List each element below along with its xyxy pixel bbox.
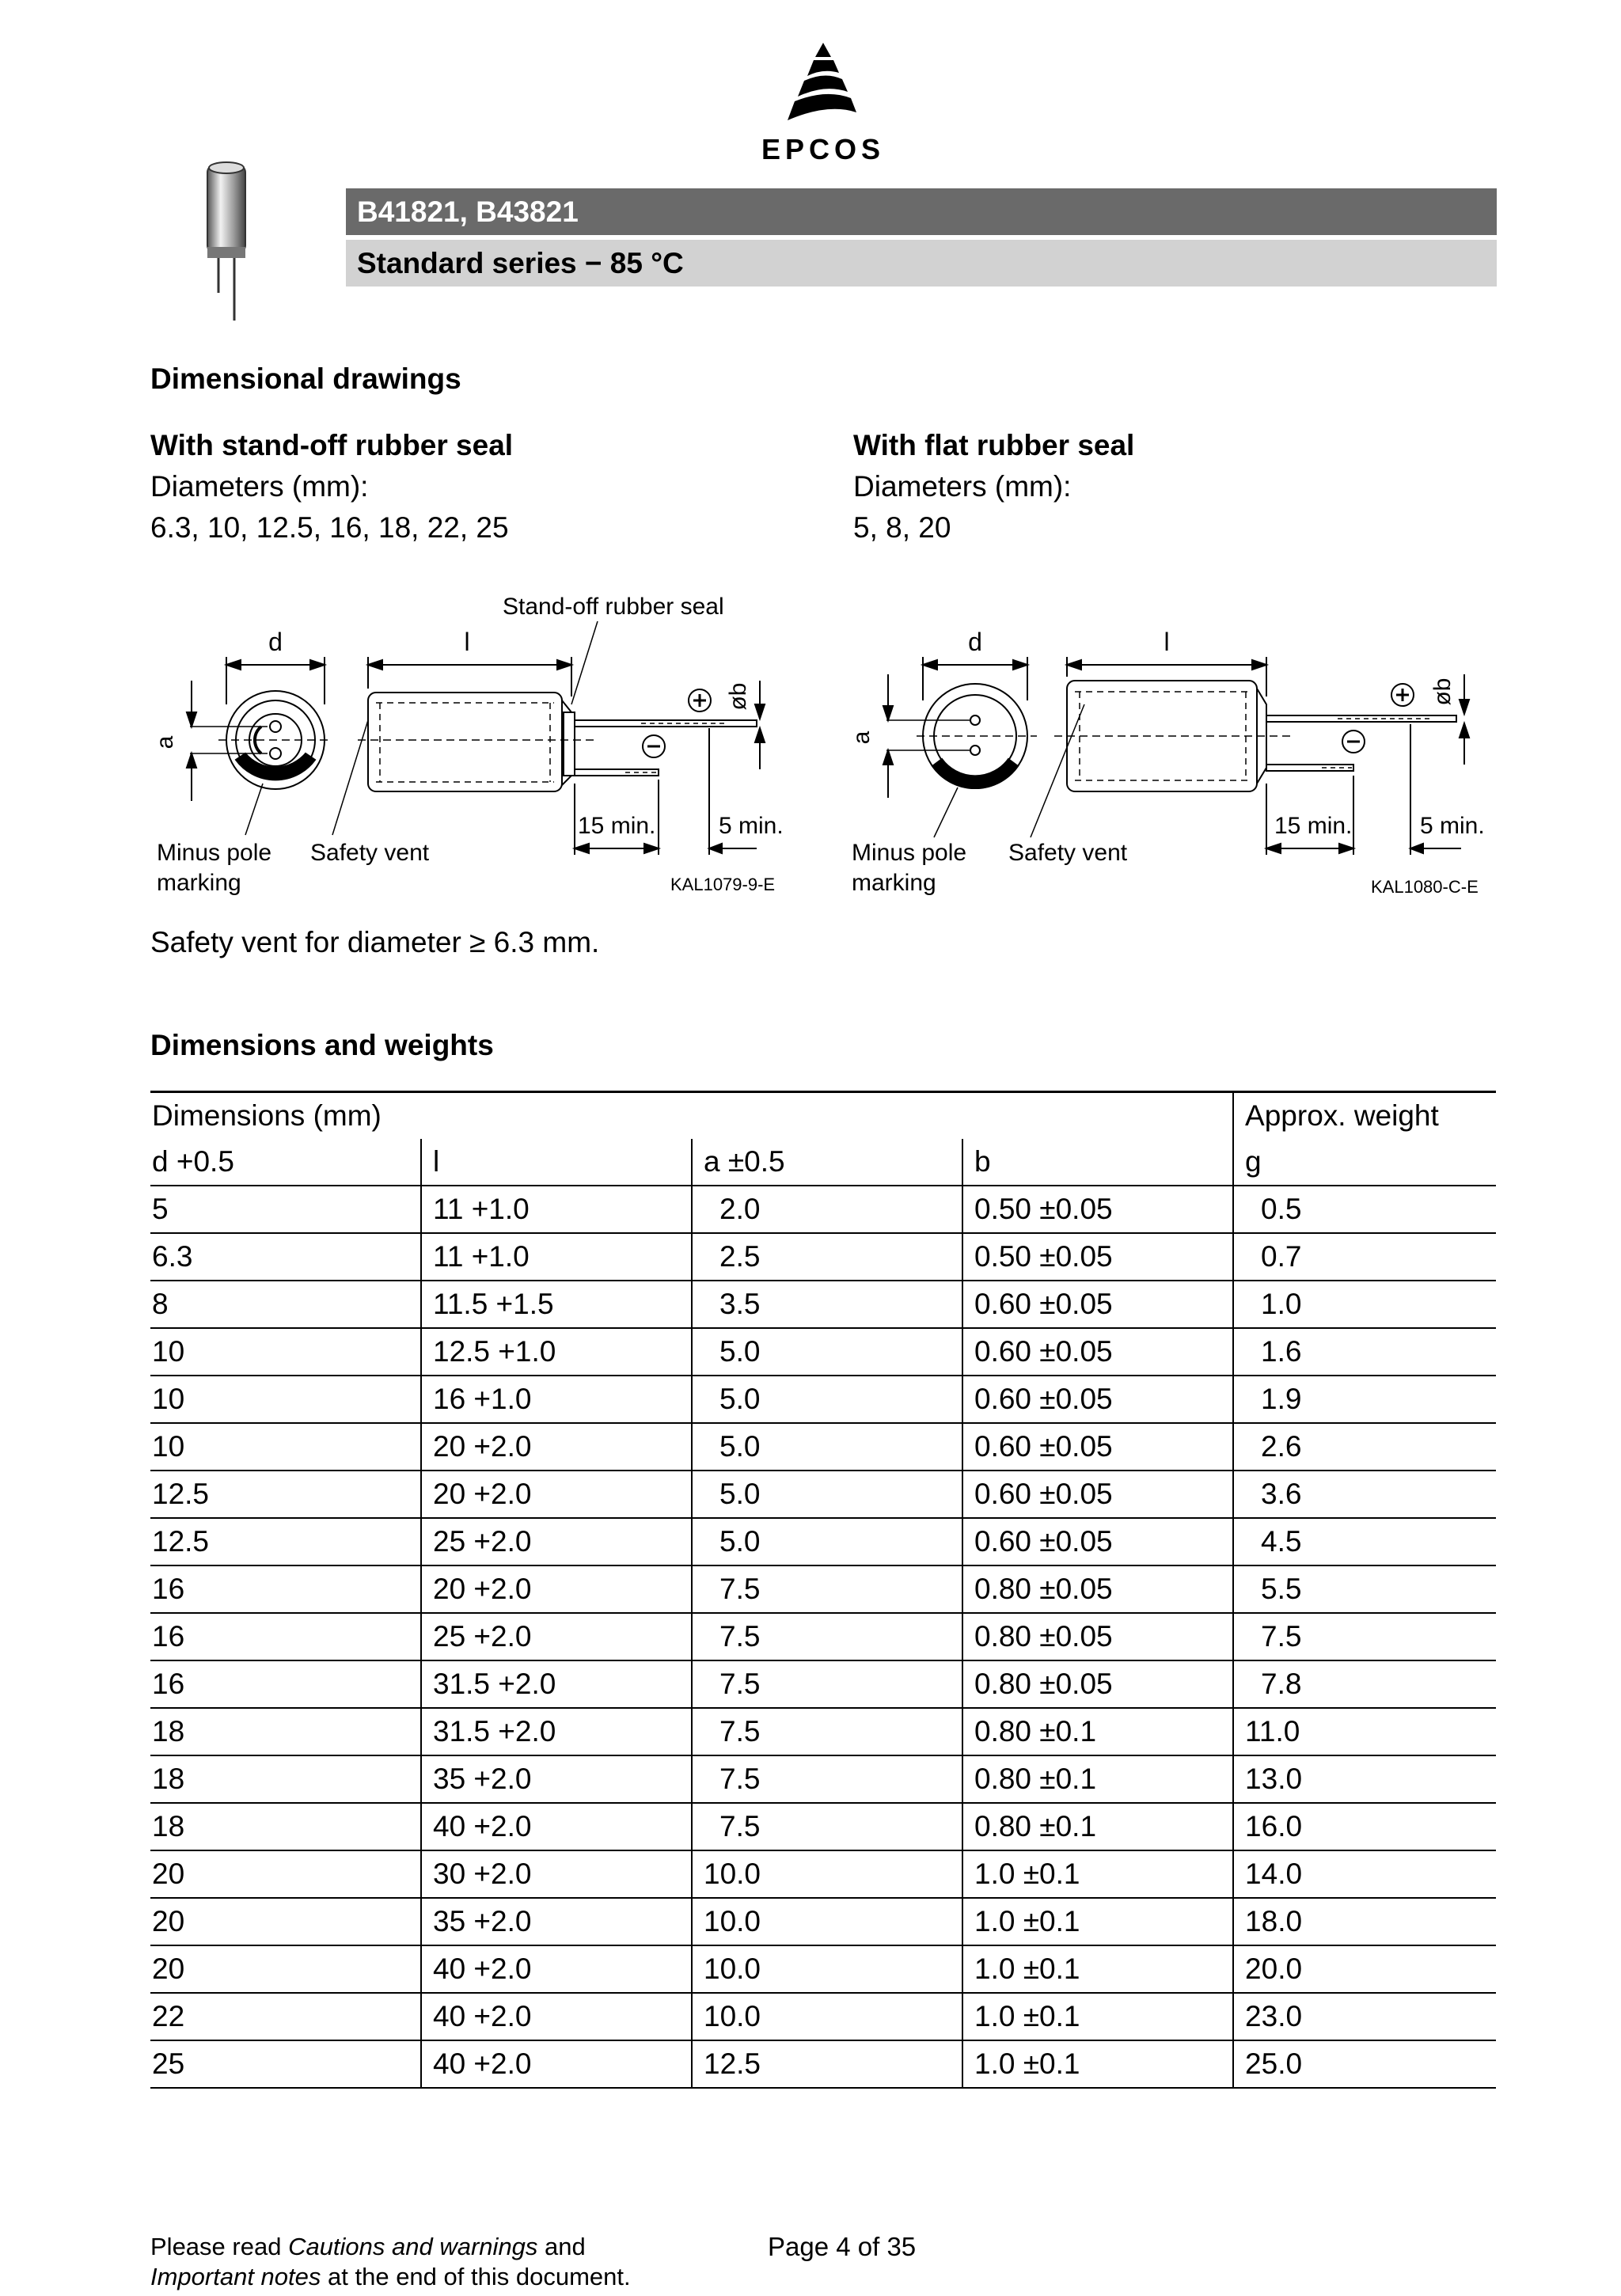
cell-d: 20 (150, 1850, 421, 1898)
cell-g: 16.0 (1233, 1803, 1496, 1850)
cell-l: 20 +2.0 (421, 1423, 692, 1471)
table-row (150, 1328, 1496, 1376)
cell-d: 5 (150, 1186, 421, 1233)
logo-wordmark: EPCOS (761, 133, 886, 165)
left-minus-pole-label: Minus pole (157, 840, 272, 866)
cell-l: 11 +1.0 (421, 1186, 692, 1233)
cell-g: 7.5 (1233, 1613, 1496, 1660)
cell-d: 18 (150, 1708, 421, 1755)
right-minus-pole-label: Minus pole (852, 840, 967, 866)
cell-g: 7.8 (1233, 1660, 1496, 1708)
table-row (150, 1803, 1496, 1850)
dimensions-weights-title: Dimensions and weights (150, 1029, 494, 1061)
left-drawing-heading: With stand-off rubber seal (150, 429, 514, 461)
cell-g: 5.5 (1233, 1565, 1496, 1613)
cell-g: 25.0 (1233, 2040, 1496, 2088)
cell-a: 7.5 (692, 1660, 962, 1708)
cell-a: 2.0 (692, 1186, 962, 1233)
cell-b: 0.80 ±0.05 (962, 1565, 1233, 1613)
right-drawing-heading: With flat rubber seal (853, 429, 1135, 461)
cell-a: 2.5 (692, 1233, 962, 1281)
cell-b: 1.0 ±0.1 (962, 1898, 1233, 1945)
cell-l: 40 +2.0 (421, 2040, 692, 2088)
table-column-header-row (150, 1139, 1496, 1186)
table-row (150, 1945, 1496, 1993)
left-diameters-label: Diameters (mm): (150, 470, 369, 503)
page-number: Page 4 of 35 (768, 2232, 917, 2261)
table-row (150, 1993, 1496, 2040)
cell-g: 1.9 (1233, 1376, 1496, 1423)
cell-l: 20 +2.0 (421, 1471, 692, 1518)
weight-header: Approx. weight (1233, 1092, 1496, 1140)
col-header-d: d +0.5 (150, 1139, 421, 1186)
standoff-seal-drawing (150, 586, 799, 902)
cell-b: 0.60 ±0.05 (962, 1471, 1233, 1518)
right-marking-label: marking (852, 870, 936, 896)
cell-a: 7.5 (692, 1565, 962, 1613)
cell-g: 3.6 (1233, 1471, 1496, 1518)
table-row (150, 1518, 1496, 1565)
cell-b: 0.60 ±0.05 (962, 1518, 1233, 1565)
cell-l: 25 +2.0 (421, 1613, 692, 1660)
cell-g: 2.6 (1233, 1423, 1496, 1471)
cell-d: 18 (150, 1803, 421, 1850)
cell-l: 40 +2.0 (421, 1993, 692, 2040)
right-l-label: l (1164, 628, 1170, 656)
epcos-logo (752, 40, 894, 166)
cell-b: 0.60 ±0.05 (962, 1328, 1233, 1376)
col-header-g: g (1233, 1139, 1496, 1186)
series-bar: Standard series − 85 °C (346, 240, 1497, 287)
cell-a: 10.0 (692, 1993, 962, 2040)
flat-seal-drawing (847, 586, 1496, 902)
cell-a: 3.5 (692, 1281, 962, 1328)
table-row (150, 1423, 1496, 1471)
right-d-label: d (968, 628, 982, 656)
cell-l: 30 +2.0 (421, 1850, 692, 1898)
cell-g: 13.0 (1233, 1755, 1496, 1803)
epcos-logo-mark-icon (752, 40, 894, 131)
cell-l: 11.5 +1.5 (421, 1281, 692, 1328)
table-row (150, 1565, 1496, 1613)
cell-d: 16 (150, 1613, 421, 1660)
cell-g: 14.0 (1233, 1850, 1496, 1898)
cell-b: 0.80 ±0.1 (962, 1708, 1233, 1755)
cell-a: 7.5 (692, 1755, 962, 1803)
cell-g: 0.5 (1233, 1186, 1496, 1233)
cell-l: 12.5 +1.0 (421, 1328, 692, 1376)
cell-g: 23.0 (1233, 1993, 1496, 2040)
col-header-b: b (962, 1139, 1233, 1186)
cell-l: 31.5 +2.0 (421, 1660, 692, 1708)
cell-d: 20 (150, 1945, 421, 1993)
footer-line1-suffix: and (537, 2233, 586, 2260)
cell-b: 1.0 ±0.1 (962, 1850, 1233, 1898)
cell-g: 1.0 (1233, 1281, 1496, 1328)
cell-d: 22 (150, 1993, 421, 2040)
table-row (150, 1850, 1496, 1898)
left-a-label: a (152, 735, 178, 750)
col-header-a: a ±0.5 (692, 1139, 962, 1186)
table-row (150, 1186, 1496, 1233)
part-number-bar: B41821, B43821 (346, 188, 1497, 235)
col-header-l: l (421, 1139, 692, 1186)
right-drawing-code: KAL1080-C-E (1371, 877, 1479, 897)
left-5min-label: 5 min. (719, 813, 784, 839)
cell-a: 7.5 (692, 1613, 962, 1660)
cell-a: 10.0 (692, 1898, 962, 1945)
cell-l: 35 +2.0 (421, 1755, 692, 1803)
important-notes-text: Important notes (150, 2263, 321, 2290)
footer-notice (150, 2232, 631, 2292)
table-group-header-row (150, 1092, 1496, 1140)
safety-vent-note: Safety vent for diameter ≥ 6.3 mm. (150, 926, 600, 958)
right-diameters-label: Diameters (mm): (853, 470, 1072, 503)
cell-d: 12.5 (150, 1518, 421, 1565)
cell-b: 0.60 ±0.05 (962, 1281, 1233, 1328)
footer-line2-suffix: at the end of this document. (321, 2263, 631, 2290)
cell-d: 6.3 (150, 1233, 421, 1281)
cell-d: 25 (150, 2040, 421, 2088)
cell-d: 16 (150, 1565, 421, 1613)
cell-a: 5.0 (692, 1423, 962, 1471)
table-row (150, 1708, 1496, 1755)
cell-b: 0.50 ±0.05 (962, 1186, 1233, 1233)
cell-g: 20.0 (1233, 1945, 1496, 1993)
cell-a: 7.5 (692, 1803, 962, 1850)
cell-b: 0.80 ±0.05 (962, 1660, 1233, 1708)
cell-a: 10.0 (692, 1945, 962, 1993)
cell-a: 5.0 (692, 1471, 962, 1518)
cell-d: 10 (150, 1423, 421, 1471)
cell-l: 11 +1.0 (421, 1233, 692, 1281)
cell-b: 0.60 ±0.05 (962, 1423, 1233, 1471)
cell-l: 35 +2.0 (421, 1898, 692, 1945)
left-l-label: l (464, 628, 470, 656)
table-row (150, 1471, 1496, 1518)
cell-d: 16 (150, 1660, 421, 1708)
dimensions-table (150, 1091, 1496, 2089)
left-diameters-values: 6.3, 10, 12.5, 16, 18, 22, 25 (150, 511, 509, 544)
cell-b: 0.60 ±0.05 (962, 1376, 1233, 1423)
cell-l: 31.5 +2.0 (421, 1708, 692, 1755)
table-row (150, 1613, 1496, 1660)
cell-a: 5.0 (692, 1518, 962, 1565)
cell-d: 10 (150, 1376, 421, 1423)
left-15min-label: 15 min. (578, 813, 656, 839)
cell-b: 0.80 ±0.05 (962, 1613, 1233, 1660)
cautions-link-text: Cautions and warnings (288, 2233, 538, 2260)
cell-g: 4.5 (1233, 1518, 1496, 1565)
capacitor-icon (190, 158, 261, 324)
cell-b: 1.0 ±0.1 (962, 1945, 1233, 1993)
cell-l: 16 +1.0 (421, 1376, 692, 1423)
table-row (150, 1755, 1496, 1803)
cell-d: 8 (150, 1281, 421, 1328)
right-vent-label: Safety vent (1008, 840, 1128, 866)
cell-g: 18.0 (1233, 1898, 1496, 1945)
dimensional-drawings-title: Dimensional drawings (150, 362, 461, 395)
left-d-label: d (268, 628, 283, 656)
cell-a: 5.0 (692, 1376, 962, 1423)
right-diameters-values: 5, 8, 20 (853, 511, 951, 544)
cell-g: 0.7 (1233, 1233, 1496, 1281)
left-seal-label: Stand-off rubber seal (503, 594, 724, 620)
cell-l: 40 +2.0 (421, 1803, 692, 1850)
left-b-label: øb (725, 682, 751, 711)
cell-b: 0.80 ±0.1 (962, 1755, 1233, 1803)
cell-d: 18 (150, 1755, 421, 1803)
table-row (150, 1376, 1496, 1423)
left-drawing-code: KAL1079-9-E (670, 875, 776, 894)
cell-a: 5.0 (692, 1328, 962, 1376)
table-row (150, 2040, 1496, 2088)
cell-b: 1.0 ±0.1 (962, 2040, 1233, 2088)
table-row (150, 1233, 1496, 1281)
left-vent-label: Safety vent (310, 840, 430, 866)
left-marking-label: marking (157, 870, 241, 896)
right-b-label: øb (1429, 677, 1456, 706)
table-row (150, 1898, 1496, 1945)
dimensions-group-header: Dimensions (mm) (150, 1092, 1233, 1140)
cell-g: 1.6 (1233, 1328, 1496, 1376)
cell-b: 0.80 ±0.1 (962, 1803, 1233, 1850)
cell-l: 20 +2.0 (421, 1565, 692, 1613)
cell-d: 10 (150, 1328, 421, 1376)
cell-a: 7.5 (692, 1708, 962, 1755)
cell-l: 25 +2.0 (421, 1518, 692, 1565)
cell-d: 20 (150, 1898, 421, 1945)
cell-b: 1.0 ±0.1 (962, 1993, 1233, 2040)
cell-l: 40 +2.0 (421, 1945, 692, 1993)
cell-d: 12.5 (150, 1471, 421, 1518)
table-row (150, 1281, 1496, 1328)
cell-b: 0.50 ±0.05 (962, 1233, 1233, 1281)
cell-a: 12.5 (692, 2040, 962, 2088)
cell-g: 11.0 (1233, 1708, 1496, 1755)
right-5min-label: 5 min. (1420, 813, 1485, 839)
cell-a: 10.0 (692, 1850, 962, 1898)
right-a-label: a (848, 731, 875, 745)
right-15min-label: 15 min. (1274, 813, 1353, 839)
table-row (150, 1660, 1496, 1708)
footer-line1-prefix: Please read (150, 2233, 289, 2260)
